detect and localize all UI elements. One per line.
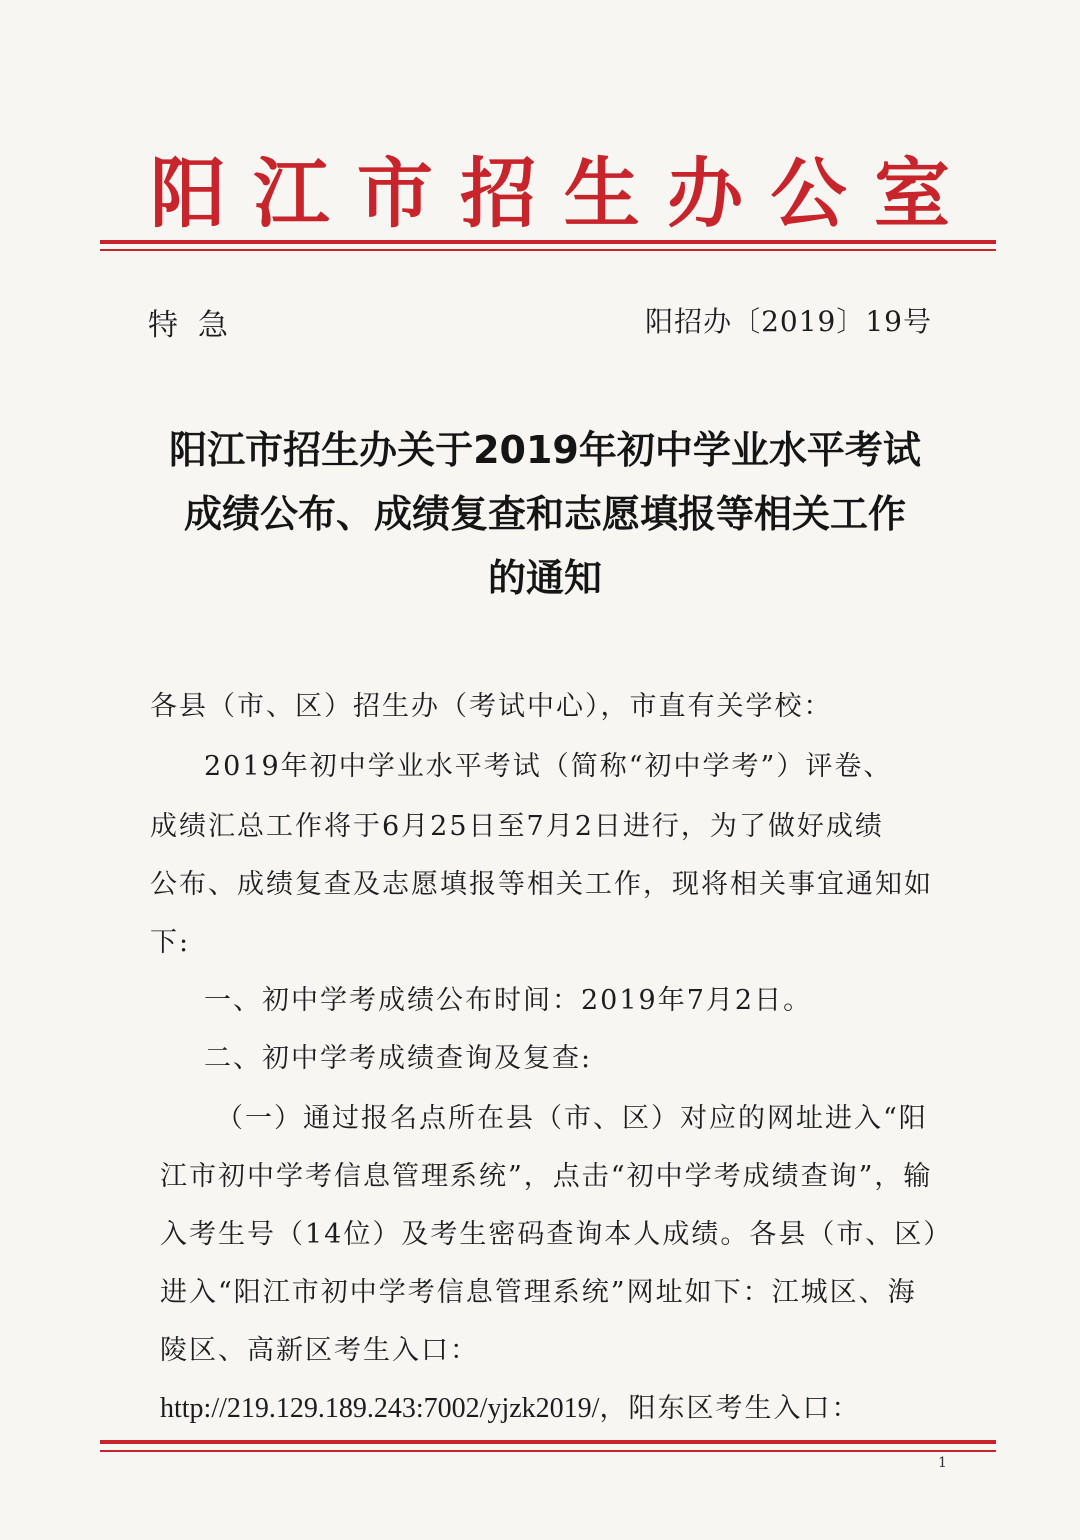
issuer-header — [150, 142, 950, 238]
header-char: 市 — [356, 148, 433, 238]
body-line: 江市初中学考信息管理系统”，点击“初中学考成绩查询”，输 — [160, 1161, 933, 1192]
header-char: 办 — [667, 148, 744, 238]
section-item-2: 二、初中学考成绩查询及复查: — [204, 1043, 593, 1074]
body-line: 进入“阳江市初中学考信息管理系统”网址如下：江城区、海 — [160, 1277, 917, 1308]
body-line: 2019年初中学业水平考试（简称“初中学考”）评卷、 — [204, 751, 893, 782]
body-line: 陵区、高新区考生入口： — [160, 1335, 479, 1366]
url-suffix: ，阳东区考生入口： — [599, 1393, 861, 1424]
body-line: （一）通过报名点所在县（市、区）对应的网址进入“阳 — [216, 1103, 928, 1134]
header-char: 招 — [460, 148, 537, 238]
title-line: 阳江市招生办关于2019年初中学业水平考试 — [169, 428, 921, 472]
body-line: 入考生号（14位）及考生密码查询本人成绩。各县（市、区） — [160, 1219, 953, 1250]
body-line: 成绩汇总工作将于6月25日至7月2日进行，为了做好成绩 — [150, 811, 884, 842]
footer-rule-thick — [100, 1440, 996, 1444]
header-char: 江 — [253, 148, 330, 238]
document-title — [140, 418, 950, 610]
portal-url-link[interactable]: http://219.129.189.243:7002/yjzk2019/ — [160, 1393, 600, 1424]
body-line: 公布、成绩复查及志愿填报等相关工作，现将相关事宜通知如 — [150, 869, 933, 900]
section-item-1: 一、初中学考成绩公布时间：2019年7月2日。 — [204, 985, 813, 1016]
salutation: 各县（市、区）招生办（考试中心），市直有关学校： — [150, 691, 833, 722]
header-char: 阳 — [150, 148, 226, 238]
document-number: 阳招办〔2019〕19号 — [645, 305, 932, 338]
page-number: 1 — [938, 1455, 947, 1471]
url-line — [160, 1386, 860, 1425]
body-line: 下: — [150, 927, 191, 958]
header-char: 公 — [770, 148, 847, 238]
title-line: 的通知 — [487, 556, 602, 600]
header-rule-thin — [100, 249, 996, 251]
title-line: 成绩公布、成绩复查和志愿填报等相关工作 — [183, 492, 906, 536]
urgency-label: 特急 — [148, 308, 248, 343]
footer-rule-thin — [100, 1450, 996, 1452]
header-char: 生 — [563, 148, 640, 238]
header-char: 室 — [873, 148, 950, 238]
header-rule-thick — [100, 240, 996, 244]
